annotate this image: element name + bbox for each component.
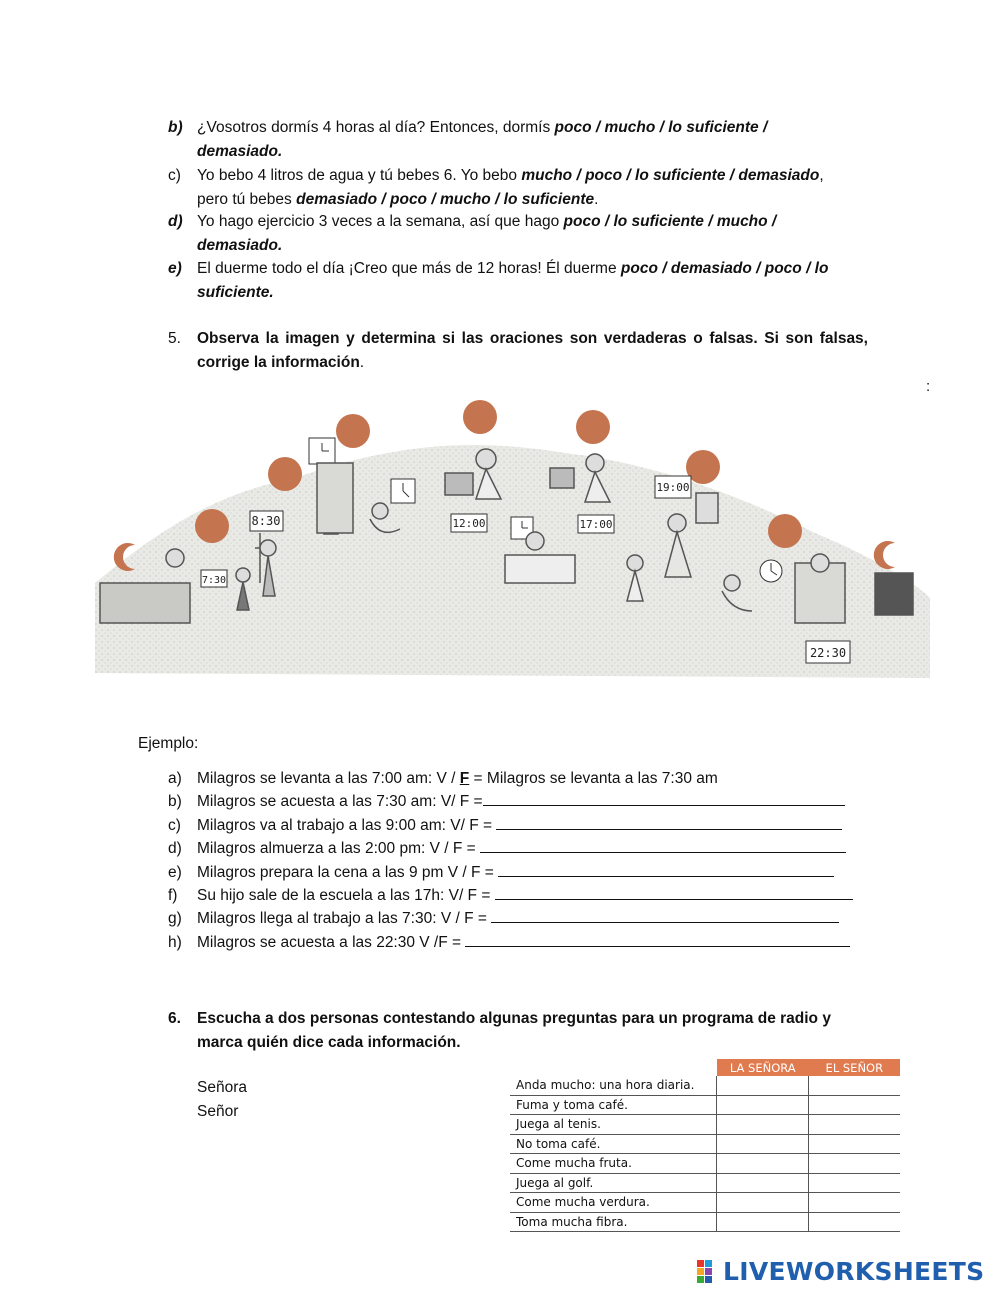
statement-sentence: Su hijo sale de la escuela a las 17h: V/ F = <box>197 887 495 904</box>
checkbox-cell-senor[interactable] <box>809 1173 900 1193</box>
statement-sentence: Milagros almuerza a las 2:00 pm: V / F = <box>197 840 480 858</box>
statement-label: d) <box>168 840 182 858</box>
clock-830: 8:30 <box>251 514 281 528</box>
answer-options[interactable]: suficiente. <box>197 284 274 301</box>
table-row <box>510 1193 900 1213</box>
statement-cell: Toma mucha fibra. <box>510 1212 717 1232</box>
answer-blank[interactable] <box>491 908 839 923</box>
sentence-text: Yo bebo 4 litros de agua y tú bebes 6. Yo bebo <box>197 167 522 184</box>
sun-icon <box>268 457 302 491</box>
statement-cell: Anda mucho: una hora diaria. <box>510 1076 717 1095</box>
question-number: 6. <box>168 1010 181 1027</box>
option-senor[interactable]: Señor <box>197 1103 239 1120</box>
header-el-senor: EL SEÑOR <box>809 1059 900 1076</box>
item-label: c) <box>168 167 181 184</box>
checkbox-cell-senora[interactable] <box>717 1095 809 1115</box>
clock-icon <box>578 515 614 533</box>
question-title: Observa la imagen y determina si las oraciones son verdaderas o falsas. Si son falsas, <box>197 330 868 347</box>
question-title: Escucha a dos personas contestando algunas preguntas para un programa de radio y <box>197 1010 831 1027</box>
clock-icon <box>451 514 487 532</box>
liveworksheets-logo <box>697 1257 984 1285</box>
clock-icon <box>655 476 691 498</box>
wall-clock-icon <box>760 560 782 582</box>
statement-label: h) <box>168 933 182 951</box>
statement-sentence: Milagros llega al trabajo a las 7:30: V / F = <box>197 910 492 928</box>
statement-cell: No toma café. <box>510 1134 717 1154</box>
checkbox-cell-senora[interactable] <box>717 1154 809 1174</box>
checkbox-cell-senora[interactable] <box>717 1212 809 1232</box>
header-la-senora: LA SEÑORA <box>717 1059 809 1076</box>
statement-sentence: Milagros va al trabajo a las 9:00 am: V/ F = <box>197 816 497 834</box>
sun-icon <box>463 400 497 434</box>
table-row <box>510 1076 900 1095</box>
checkbox-cell-senor[interactable] <box>809 1095 900 1115</box>
statement-sentence: Milagros se levanta a las 7:00 am: V / <box>197 770 460 787</box>
checkbox-cell-senora[interactable] <box>717 1193 809 1213</box>
item-text <box>197 116 868 139</box>
answer-options[interactable]: poco / mucho / lo suficiente / <box>554 119 768 136</box>
statement-text <box>197 861 868 885</box>
checkbox-cell-senor[interactable] <box>809 1076 900 1095</box>
item-text <box>197 234 868 257</box>
clock-1900: 19:00 <box>656 481 690 494</box>
statement-row <box>168 767 868 791</box>
item-text <box>197 257 868 280</box>
checkbox-cell-senora[interactable] <box>717 1134 809 1154</box>
statement-text <box>197 790 868 814</box>
clock-2230: 22:30 <box>809 646 847 660</box>
answer-blank[interactable] <box>495 885 853 900</box>
table-row <box>510 1173 900 1193</box>
item-text <box>197 164 868 187</box>
answer-options[interactable]: demasiado / poco / mucho / lo suficiente <box>296 191 595 208</box>
example-answer: = Milagros se levanta a las 7:30 am <box>469 770 718 787</box>
statement-text <box>197 814 868 838</box>
sentence-text: , <box>819 167 824 184</box>
checkbox-cell-senora[interactable] <box>717 1076 809 1095</box>
statement-label: a) <box>168 770 182 787</box>
statement-label: f) <box>168 887 178 904</box>
answer-options[interactable]: demasiado. <box>197 237 283 254</box>
statement-label: b) <box>168 793 182 811</box>
daily-routine-illustration <box>95 383 930 683</box>
wall-clock-icon <box>391 479 415 503</box>
checkbox-cell-senor[interactable] <box>809 1212 900 1232</box>
table-row <box>510 1115 900 1135</box>
sentence-text: Yo hago ejercicio 3 veces a la semana, así que hago <box>197 213 564 230</box>
statement-text <box>197 837 868 861</box>
answer-blank[interactable] <box>465 932 850 947</box>
statement-row <box>168 861 868 885</box>
answer-blank[interactable] <box>483 791 845 806</box>
sentence-text: . <box>594 191 599 208</box>
item-label: d) <box>168 213 183 230</box>
example-label: Ejemplo: <box>138 735 199 752</box>
statement-row <box>168 837 868 861</box>
statement-text <box>197 767 868 791</box>
item-text <box>197 188 868 211</box>
statement-sentence: Milagros prepara la cena a las 9 pm V / F = <box>197 863 499 881</box>
statement-cell: Come mucha verdura. <box>510 1193 717 1213</box>
statement-row <box>168 884 868 908</box>
item-label: e) <box>168 260 182 277</box>
sun-icon <box>576 410 610 444</box>
sun-icon <box>768 514 802 548</box>
statement-row <box>168 814 868 838</box>
statement-text <box>197 907 868 931</box>
statement-sentence: Milagros se acuesta a las 22:30 V /F = <box>197 933 466 951</box>
statement-label: c) <box>168 816 181 834</box>
sentence-text: El duerme todo el día ¡Creo que más de 12 horas! Él duerme <box>197 260 621 277</box>
statement-row <box>168 931 868 955</box>
table-row <box>510 1095 900 1115</box>
clock-icon <box>201 570 227 587</box>
question-title-cont: corrige la información <box>197 354 360 371</box>
checkbox-cell-senor[interactable] <box>809 1134 900 1154</box>
answer-options[interactable]: mucho / poco / lo suficiente / demasiado <box>521 167 820 184</box>
checkbox-cell-senor[interactable] <box>809 1154 900 1174</box>
statements-table <box>510 1059 900 1232</box>
clock-icon <box>806 641 850 663</box>
checkbox-cell-senora[interactable] <box>717 1115 809 1135</box>
clock-1700: 17:00 <box>579 518 613 531</box>
statement-cell: Juega al golf. <box>510 1173 717 1193</box>
clock-730: 7:30 <box>201 575 227 586</box>
item-label: b) <box>168 119 183 136</box>
question-title-cont: marca quién dice cada información. <box>197 1034 461 1051</box>
table-row <box>510 1154 900 1174</box>
clock-icon <box>250 511 283 531</box>
item-text <box>197 281 868 304</box>
statement-cell: Fuma y toma café. <box>510 1095 717 1115</box>
checkbox-cell-senor[interactable] <box>809 1115 900 1135</box>
statement-label: g) <box>168 910 182 928</box>
sun-icon <box>195 509 229 543</box>
table-row <box>510 1134 900 1154</box>
wall-clock-icon <box>309 438 335 464</box>
statement-label: e) <box>168 863 182 881</box>
statement-sentence: Milagros se acuesta a las 7:30 am: V/ F = <box>197 793 483 811</box>
table-row <box>510 1212 900 1232</box>
statement-cell: Juega al tenis. <box>510 1115 717 1135</box>
item-text <box>197 140 868 163</box>
answer-options[interactable]: poco / demasiado / poco / lo <box>620 260 829 277</box>
sentence-text: ¿Vosotros dormís 4 horas al día? Entonces, dormís <box>197 119 555 136</box>
statement-row <box>168 790 868 814</box>
sun-icon <box>336 414 370 448</box>
checkbox-cell-senora[interactable] <box>717 1173 809 1193</box>
option-senora[interactable]: Señora <box>197 1079 247 1096</box>
question-number: 5. <box>168 330 181 347</box>
statement-row <box>168 907 868 931</box>
answer-options[interactable]: demasiado. <box>197 143 283 160</box>
answer-blank[interactable] <box>480 838 846 853</box>
answer-blank[interactable] <box>498 862 834 877</box>
answer-blank[interactable] <box>496 815 842 830</box>
statement-text <box>197 884 868 908</box>
false-marker: F <box>459 770 470 787</box>
answer-options[interactable]: poco / lo suficiente / mucho / <box>563 213 777 230</box>
clock-1200: 12:00 <box>452 517 486 530</box>
checkbox-cell-senor[interactable] <box>809 1193 900 1213</box>
logo-text: LIVEWORKSHEETS <box>723 1256 985 1286</box>
sentence-text: pero tú bebes <box>197 191 297 208</box>
statement-text <box>197 931 868 955</box>
liveworksheets-logo-icon <box>697 1258 723 1284</box>
statement-cell: Come mucha fruta. <box>510 1154 717 1174</box>
item-text <box>197 210 868 233</box>
